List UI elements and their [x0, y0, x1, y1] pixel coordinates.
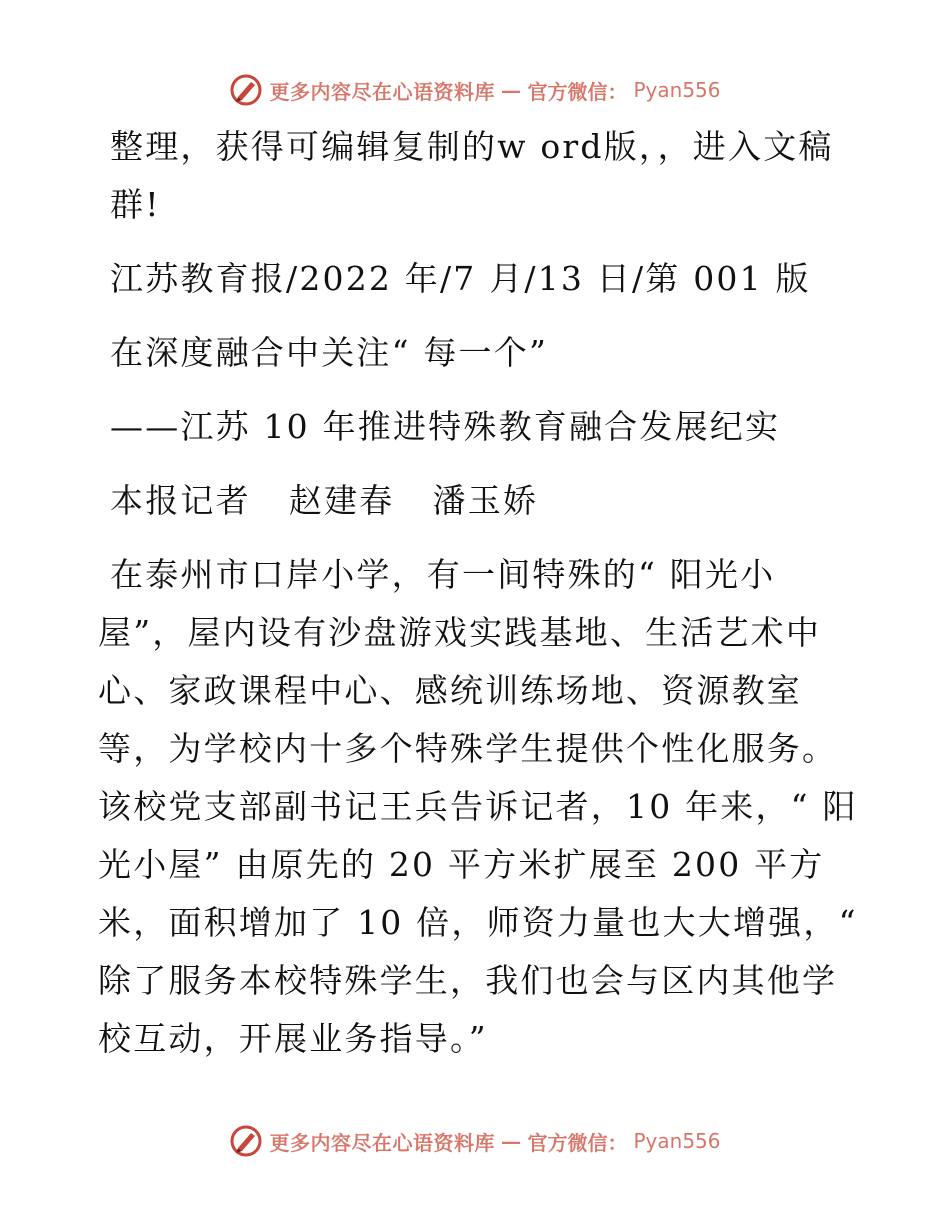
watermark-text: 更多内容尽在心语资料库: [269, 79, 495, 104]
pen-circle-logo-icon: [229, 1124, 263, 1158]
watermark-separator: —: [500, 78, 522, 102]
byline: 本报记者 赵建春 潘玉娇: [110, 481, 539, 520]
document-body: [98, 118, 858, 1068]
watermark-wechat-id: Pyan556: [633, 78, 721, 102]
intro-line: 整理，获得可编辑复制的w ord版，，进入文稿群!: [110, 127, 834, 224]
source-line: 江苏教育报/2022 年/7 月/13 日/第 001 版: [110, 259, 811, 298]
watermark-banner-top: [0, 70, 950, 110]
article-subtitle: ——江苏 10 年推进特殊教育融合发展纪实: [110, 407, 781, 446]
watermark-banner-bottom: [0, 1121, 950, 1161]
body-paragraph: 在泰州市口岸小学，有一间特殊的“ 阳光小屋”，屋内设有沙盘游戏实践基地、生活艺术中心、家政课程中心、感统训练场地、资源教室等，为学校内十多个特殊学生提供个性化服务。该校党支部副书记王兵告诉记者，10 年来，“ 阳光小屋” 由原先的 20 平方米扩展至 200 平方米，面积增加了 10 倍，师资力量也大大增强，“ 除了服务本校特殊学生，我们也会与区内其他学校互动，开展业务指导。”: [98, 555, 858, 1058]
watermark-wechat-label: 官方微信：: [527, 79, 628, 104]
watermark-wechat-id: Pyan556: [633, 1129, 721, 1153]
pen-circle-logo-icon: [229, 73, 263, 107]
watermark-separator: —: [500, 1129, 522, 1153]
watermark-text: 更多内容尽在心语资料库: [269, 1130, 495, 1155]
article-title: 在深度融合中关注“ 每一个”: [110, 333, 549, 372]
watermark-wechat-label: 官方微信：: [527, 1130, 628, 1155]
